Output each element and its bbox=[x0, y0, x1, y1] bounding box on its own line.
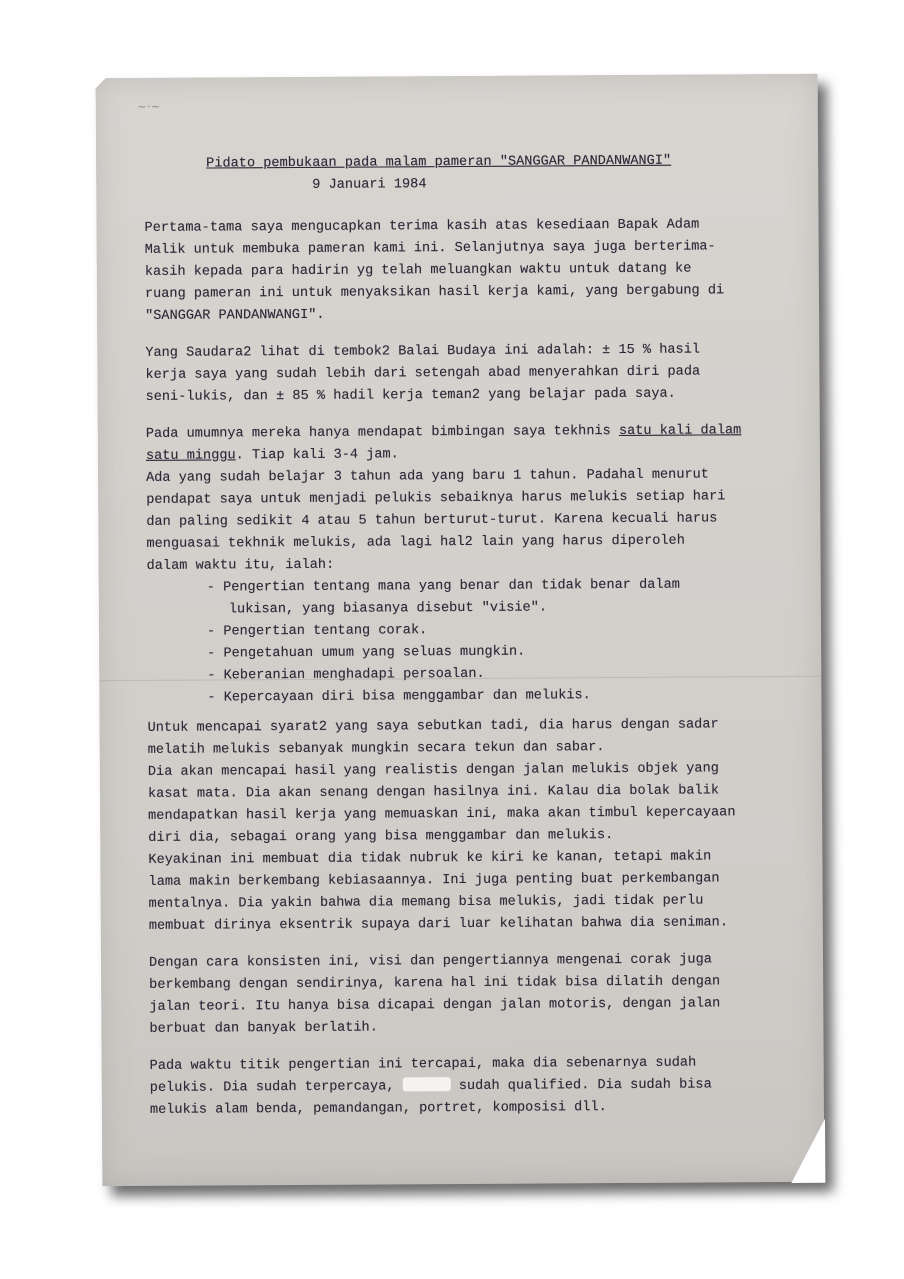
text-segment: . Tiap kali 3-4 jam. bbox=[235, 447, 399, 464]
document-date: 9 Januari 1984 bbox=[312, 177, 427, 193]
text-line: melatih melukis sebanyak mungkin secara tekun dan sabar. bbox=[147, 740, 605, 758]
text-line: dalam waktu itu, ialah: bbox=[146, 557, 335, 574]
text-segment: Pada umumnya mereka hanya mendapat bimbingan saya tekhnis bbox=[145, 424, 619, 442]
text-line: diri dia, sebagai orang yang bisa menggambar dan melukis. bbox=[148, 828, 614, 846]
text-line: mentalnya. Dia yakin bahwa dia memang bisa melukis, jadi tidak perlu bbox=[148, 893, 704, 912]
underlined-text: satu minggu bbox=[145, 448, 236, 464]
text-line bbox=[150, 1074, 790, 1100]
document-body bbox=[144, 150, 790, 1122]
paragraph-5 bbox=[149, 949, 790, 1041]
correction-smudge bbox=[403, 1077, 451, 1091]
text-line: melukis alam benda, pemandangan, portret, komposisi dll. bbox=[149, 1100, 607, 1118]
text-line: menguasai tekhnik melukis, ada lagi hal2 lain yang harus diperoleh bbox=[146, 533, 685, 552]
text-line: dan paling sedikit 4 atau 5 tahun berturut-turut. Karena kecuali harus bbox=[146, 511, 718, 530]
text-line: kasih kepada para hadirin yg telah meluangkan waktu untuk datang ke bbox=[144, 261, 692, 280]
text-segment: pelukis. Dia sudah terpercaya, bbox=[149, 1079, 403, 1096]
list-item: - Pengetahuan umum yang seluas mungkin. bbox=[207, 644, 526, 662]
paragraph-6 bbox=[150, 1052, 790, 1122]
list-item-continuation: lukisan, yang biasanya disebut "visie". bbox=[228, 600, 548, 618]
text-line: seni-lukis, dan ± 85 % hadil kerja teman2 yang belajar pada saya. bbox=[145, 386, 676, 405]
paragraph-4 bbox=[148, 714, 789, 938]
text-line: berkembang dengan sendirinya, karena hal ini tidak bisa dilatih dengan bbox=[149, 974, 721, 993]
torn-corner-top-left bbox=[95, 77, 107, 89]
text-line: berbuat dan banyak berlatih. bbox=[149, 1020, 378, 1037]
text-line: Malik untuk membuka pameran kami ini. Selanjutnya saya juga berterima- bbox=[144, 239, 716, 258]
staple-mark-icon: ~·~ bbox=[137, 101, 161, 113]
text-line: lama makin berkembang kebiasaannya. Ini juga penting buat perkembangan bbox=[148, 871, 720, 890]
text-line: ruang pameran ini untuk menyaksikan hasil kerja kami, yang bergabung di bbox=[144, 283, 725, 302]
document-title: Pidato pembukaan pada malam pameran "SANGGAR PANDANWANGI" bbox=[206, 153, 672, 172]
list-item: - Pengertian tentang corak. bbox=[206, 623, 428, 640]
text-line: Keyakinan ini membuat dia tidak nubruk ke kiri ke kanan, tetapi makin bbox=[148, 849, 712, 868]
text-line: Ada yang sudah belajar 3 tahun ada yang baru 1 tahun. Padahal menurut bbox=[146, 467, 709, 486]
underlined-text: satu kali dalam bbox=[618, 423, 742, 440]
typewritten-page bbox=[96, 74, 825, 1186]
list-item: - Kepercayaan diri bisa menggambar dan melukis. bbox=[207, 688, 591, 706]
text-line bbox=[146, 420, 786, 446]
text-line: kerja saya yang sudah lebih dari setengah abad menyerahkan diri pada bbox=[145, 364, 701, 383]
bullet-list bbox=[147, 574, 788, 710]
torn-corner-bottom-right bbox=[791, 1119, 825, 1183]
paragraph-1 bbox=[144, 214, 785, 328]
list-item: - Keberanian menghadapi persoalan. bbox=[207, 666, 485, 684]
text-line: Pada waktu titik pengertian ini tercapai, maka dia sebenarnya sudah bbox=[149, 1055, 697, 1074]
text-line: Untuk mencapai syarat2 yang saya sebutkan tadi, dia harus dengan sadar bbox=[147, 717, 719, 736]
text-line: Dia akan mencapai hasil yang realistis dengan jalan melukis objek yang bbox=[147, 761, 719, 780]
paragraph-2 bbox=[145, 339, 785, 409]
text-segment: sudah qualified. Dia sudah bisa bbox=[450, 1077, 712, 1095]
text-line: "SANGGAR PANDANWANGI". bbox=[145, 307, 325, 324]
list-item: - Pengertian tentang mana yang benar dan tidak benar dalam bbox=[206, 577, 680, 596]
text-line: membuat dirinya eksentrik supaya dari luar kelihatan bahwa dia seniman. bbox=[148, 915, 729, 934]
text-line: Yang Saudara2 lihat di tembok2 Balai Budaya ini adalah: ± 15 % hasil bbox=[145, 342, 701, 361]
text-line: pendapat saya untuk menjadi pelukis sebaiknya harus melukis setiap hari bbox=[146, 489, 726, 508]
text-line: Dengan cara konsisten ini, visi dan pengertiannya mengenai corak juga bbox=[148, 952, 712, 971]
text-line: kasat mata. Dia akan senang dengan hasilnya ini. Kalau dia bolak balik bbox=[147, 783, 720, 802]
text-line: mendapatkan hasil kerja yang memuaskan ini, maka akan timbul kepercayaan bbox=[148, 805, 736, 824]
text-line: jalan teori. Itu hanya bisa dicapai dengan jalan motoris, dengan jalan bbox=[149, 996, 721, 1015]
text-line: Pertama-tama saya mengucapkan terima kasih atas kesediaan Bapak Adam bbox=[144, 217, 700, 236]
paragraph-3 bbox=[146, 420, 787, 578]
